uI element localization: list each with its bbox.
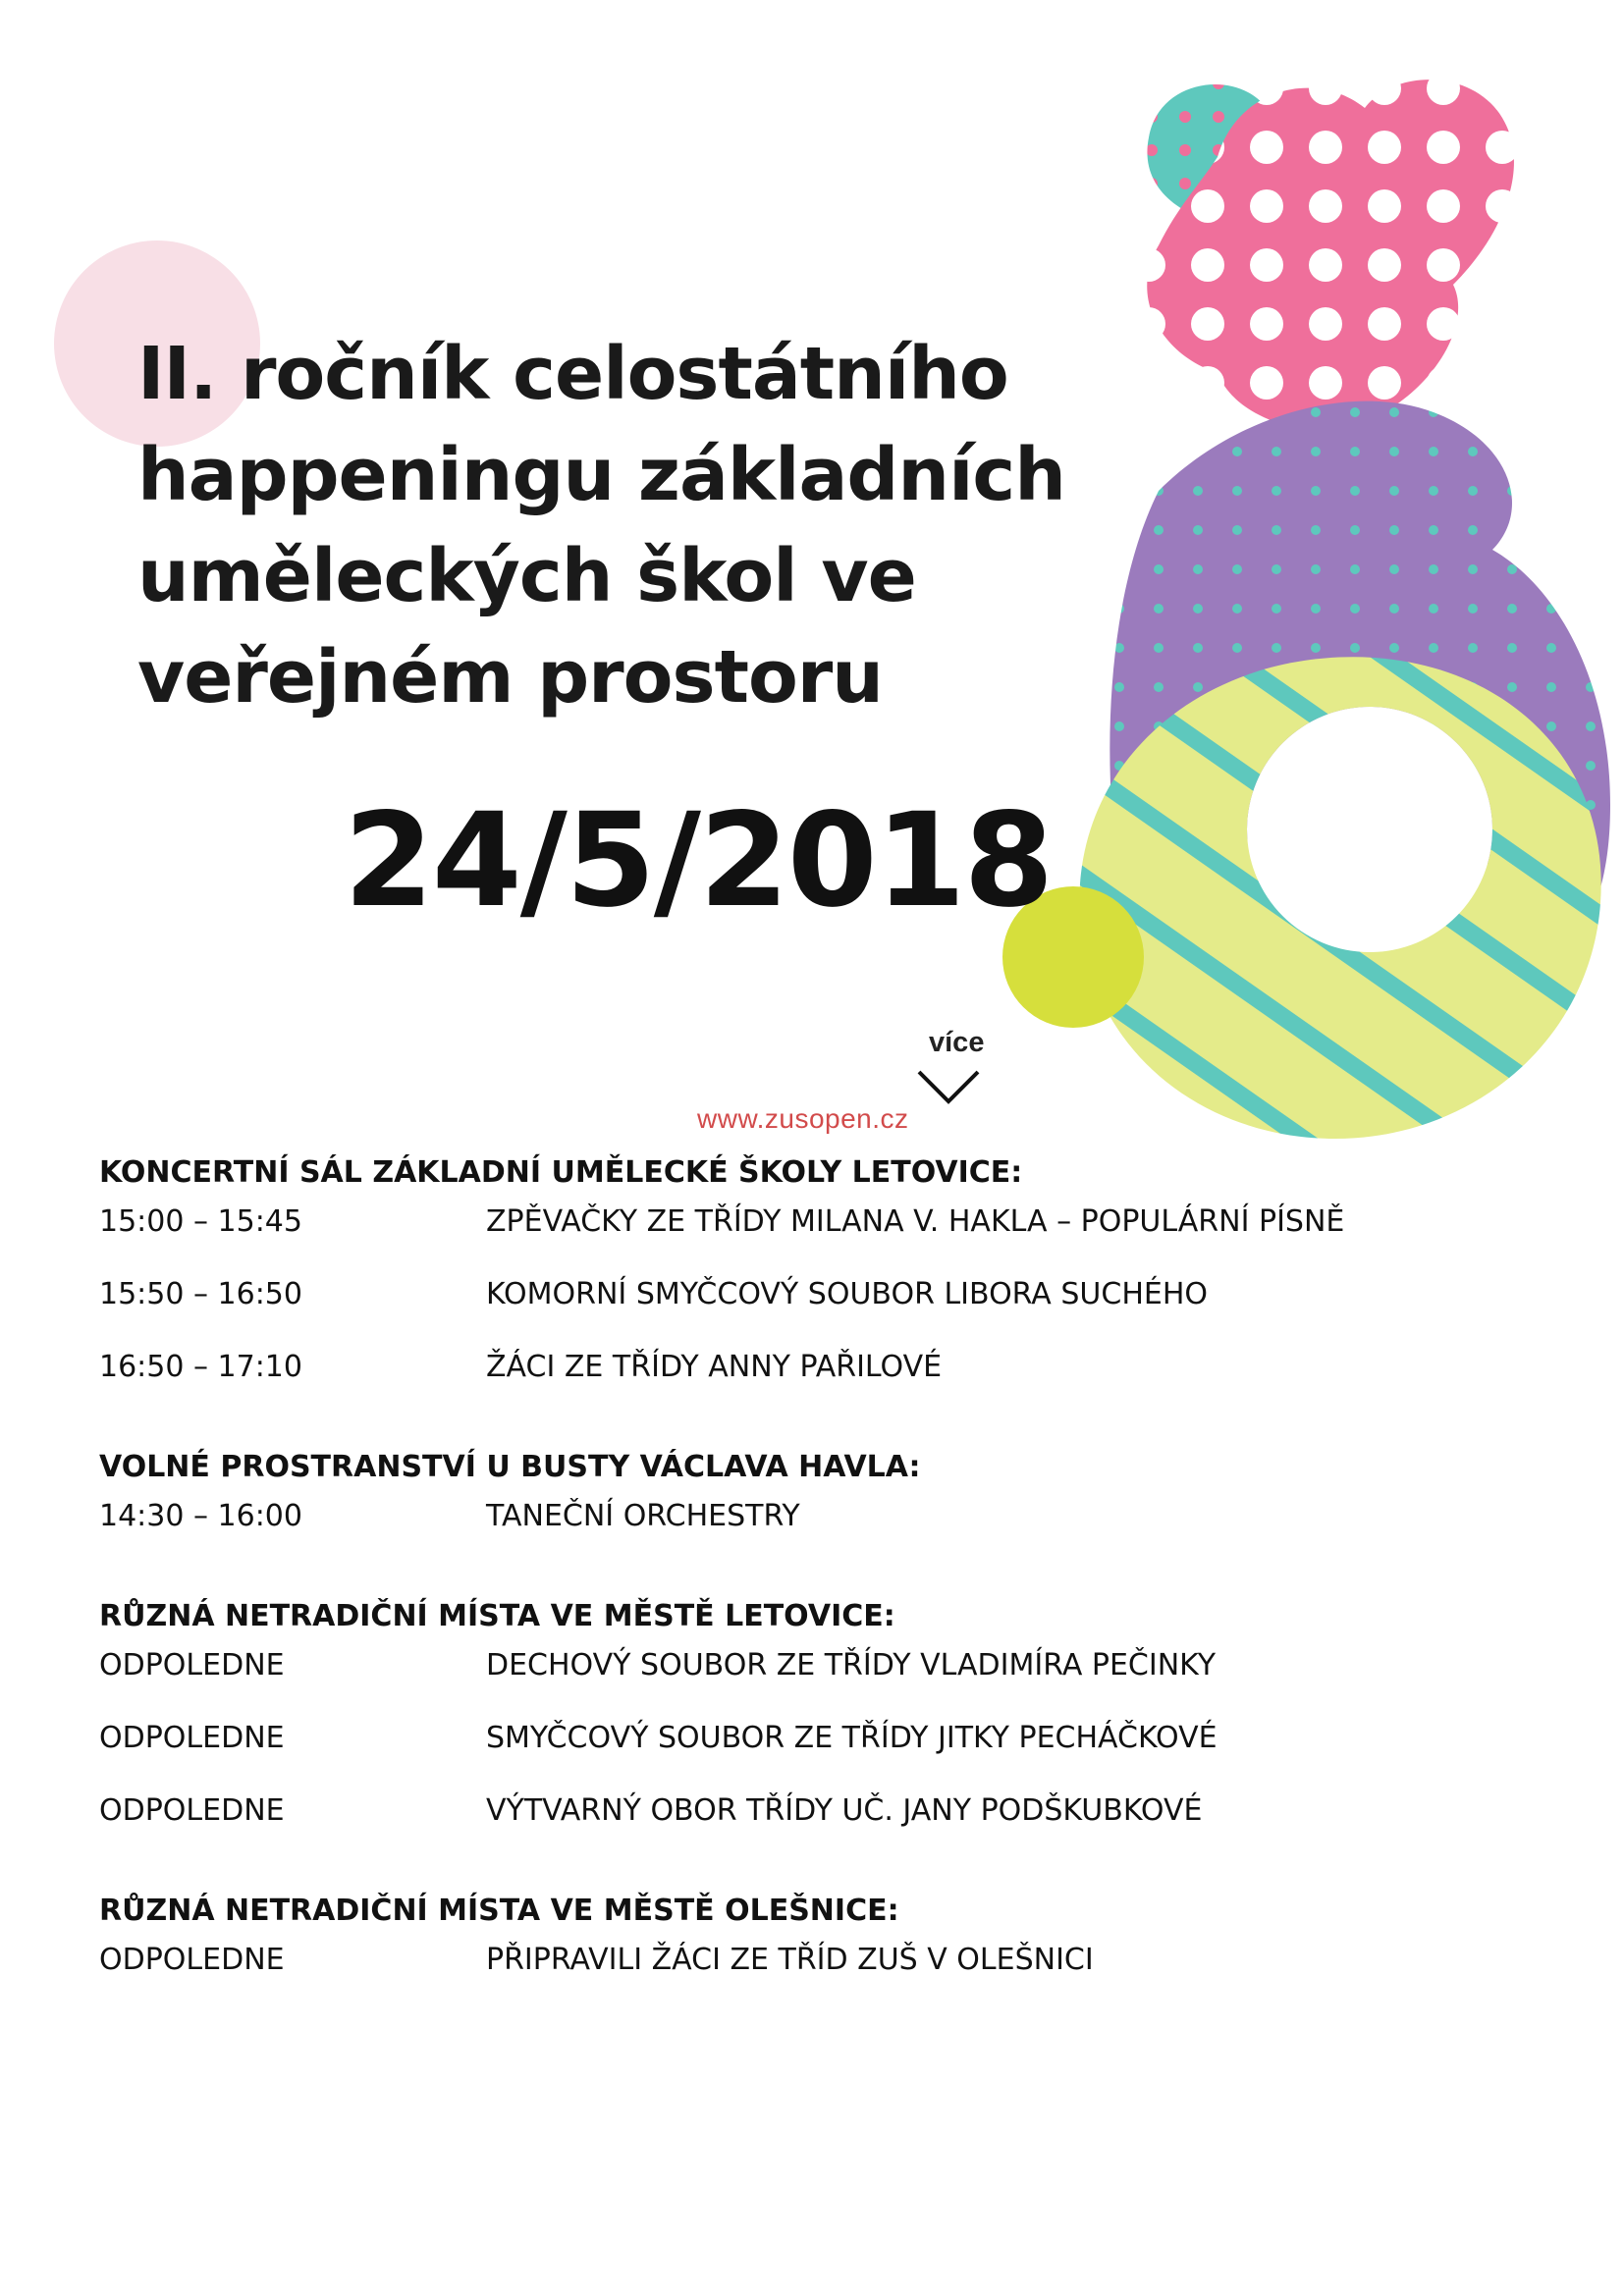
row-act: ZPĚVAČKY ZE TŘÍDY MILANA V. HAKLA – POPULÁRNÍ PÍSNĚ — [486, 1204, 1345, 1239]
schedule-row — [99, 1936, 1523, 1985]
schedule-row — [99, 1714, 1523, 1787]
schedule-row — [99, 1492, 1523, 1541]
row-time: 15:50 – 16:50 — [99, 1277, 302, 1311]
more-label[interactable]: více — [929, 1027, 985, 1058]
row-time: 14:30 – 16:00 — [99, 1499, 302, 1533]
schedule-row — [99, 1787, 1523, 1836]
schedule-row — [99, 1343, 1523, 1392]
event-date: 24/5/2018 — [344, 785, 1053, 936]
row-act: ŽÁCI ZE TŘÍDY ANNY PAŘILOVÉ — [486, 1350, 943, 1384]
section-title: KONCERTNÍ SÁL ZÁKLADNÍ UMĚLECKÉ ŠKOLY LETOVICE: — [99, 1155, 1023, 1190]
page-title — [137, 324, 1065, 728]
row-act: TANEČNÍ ORCHESTRY — [486, 1499, 800, 1533]
chevron-down-icon[interactable] — [915, 1068, 982, 1107]
title-line-2: happeningu základních — [137, 433, 1065, 517]
row-time: 15:00 – 15:45 — [99, 1204, 302, 1239]
row-time: ODPOLEDNE — [99, 1648, 285, 1682]
section-title: RŮZNÁ NETRADIČNÍ MÍSTA VE MĚSTĚ LETOVICE: — [99, 1599, 895, 1633]
schedule-section — [99, 1443, 1523, 1541]
row-time: ODPOLEDNE — [99, 1721, 285, 1755]
title-line-4: veřejném prostoru — [137, 635, 883, 720]
row-time: ODPOLEDNE — [99, 1793, 285, 1828]
schedule-section — [99, 1592, 1523, 1836]
schedule-row — [99, 1270, 1523, 1343]
row-time: ODPOLEDNE — [99, 1943, 285, 1977]
schedule-section — [99, 1887, 1523, 1985]
row-act: VÝTVARNÝ OBOR TŘÍDY UČ. JANY PODŠKUBKOVÉ — [486, 1793, 1203, 1828]
row-act: PŘIPRAVILI ŽÁCI ZE TŘÍD ZUŠ V OLEŠNICI — [486, 1943, 1094, 1977]
title-line-1: II. ročník celostátního — [137, 332, 1008, 416]
section-title: VOLNÉ PROSTRANSTVÍ U BUSTY VÁCLAVA HAVLA: — [99, 1450, 921, 1484]
row-time: 16:50 – 17:10 — [99, 1350, 302, 1384]
row-act: KOMORNÍ SMYČCOVÝ SOUBOR LIBORA SUCHÉHO — [486, 1277, 1208, 1311]
schedule-section — [99, 1148, 1523, 1392]
schedule-row — [99, 1641, 1523, 1714]
title-line-3: uměleckých škol ve — [137, 534, 916, 618]
row-act: SMYČCOVÝ SOUBOR ZE TŘÍDY JITKY PECHÁČKOVÉ — [486, 1721, 1218, 1755]
section-title: RŮZNÁ NETRADIČNÍ MÍSTA VE MĚSTĚ OLEŠNICE: — [99, 1894, 899, 1928]
website-link[interactable]: www.zusopen.cz — [697, 1103, 909, 1134]
row-act: DECHOVÝ SOUBOR ZE TŘÍDY VLADIMÍRA PEČINKY — [486, 1648, 1217, 1682]
schedule-row — [99, 1198, 1523, 1270]
schedule — [99, 1148, 1523, 2036]
